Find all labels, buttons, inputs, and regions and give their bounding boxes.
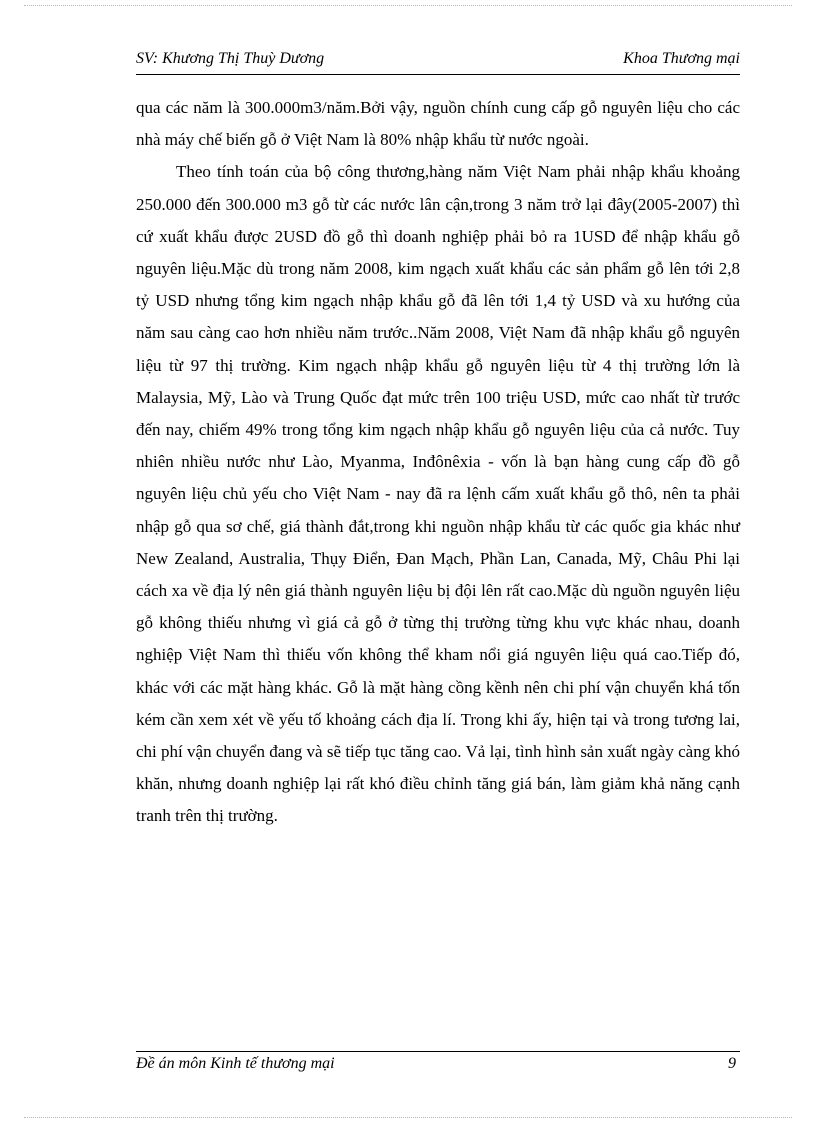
page-header — [136, 48, 740, 75]
header-faculty: Khoa Thương mại — [623, 50, 740, 67]
page-top-border — [24, 5, 792, 6]
header-author: SV: Khương Thị Thuỳ Dương — [136, 50, 325, 67]
body-paragraph-1: qua các năm là 300.000m3/năm.Bởi vậy, nguồn chính cung cấp gỗ nguyên liệu cho các nhà máy chế biến gỗ ở Việt Nam là 80% nhập khẩu từ nước ngoài. — [136, 98, 740, 150]
page-body — [136, 92, 740, 833]
page-number: 9 — [728, 1055, 736, 1072]
body-paragraph-2: Theo tính toán của bộ công thương,hàng năm Việt Nam phải nhập khẩu khoảng 250.000 đến 300.000 m3 gỗ từ các nước lân cận,trong 3 năm trở lại đây(2005-2007) thì cứ xuất khẩu được 2USD đồ gỗ thì doanh nghiệp phải bỏ ra 1USD để nhập khẩu gỗ nguyên liệu.Mặc dù trong năm 2008, kim ngạch xuất khẩu các sản phẩm gỗ lên tới 2,8 tỷ USD nhưng tổng kim ngạch nhập khẩu gỗ đã lên tới 1,4 tỷ USD và xu hướng của năm sau càng cao hơn nhiều năm trước..Năm 2008, Việt Nam đã nhập khẩu gỗ nguyên liệu từ 97 thị trường. Kim ngạch nhập khẩu gỗ nguyên liệu từ 4 thị trường lớn là Malaysia, Mỹ, Lào và Trung Quốc đạt mức trên 100 triệu USD, mức cao nhất từ trước đến nay, chiếm 49% trong tổng kim ngạch nhập khẩu gỗ nguyên liệu của cả nước. Tuy nhiên nhiều nước như Lào, Myanma, Inđônêxia - vốn là bạn hàng cung cấp đồ gỗ nguyên liệu chủ yếu cho Việt Nam - nay đã ra lệnh cấm xuất khẩu gỗ thô, nên ta phải nhập gỗ qua sơ chế, giá thành đắt,trong khi nguồn nhập khẩu từ các quốc gia khác như New Zealand, Australia, Thụy Điển, Đan Mạch, Phần Lan, Canada, Mỹ, Châu Phi lại cách xa về địa lý nên giá thành nguyên liệu bị đội lên rất cao.Mặc dù nguồn nguyên liệu gỗ không thiếu nhưng vì giá cả gỗ ở từng thị trường từng khu vực khác nhau, doanh nghiệp Việt Nam thì thiếu vốn không thể kham nổi giá nguyên liệu quá cao.Tiếp đó, khác với các mặt hàng khác. Gỗ là mặt hàng cồng kềnh nên chi phí vận chuyển khá tốn kém cần xem xét về yếu tố khoảng cách địa lí. Trong khi ấy, hiện tại và trong tương lai, chi phí vận chuyển đang và sẽ tiếp tục tăng cao. Vả lại, tình hình sản xuất ngày càng khó khăn, nhưng doanh nghiệp lại rất khó điều chỉnh tăng giá bán, làm giảm khả năng cạnh tranh trên thị trường. — [136, 162, 740, 826]
footer-title: Đề án môn Kinh tế thương mại — [136, 1055, 335, 1072]
page-footer — [136, 1051, 740, 1076]
page-bottom-border — [24, 1117, 792, 1118]
